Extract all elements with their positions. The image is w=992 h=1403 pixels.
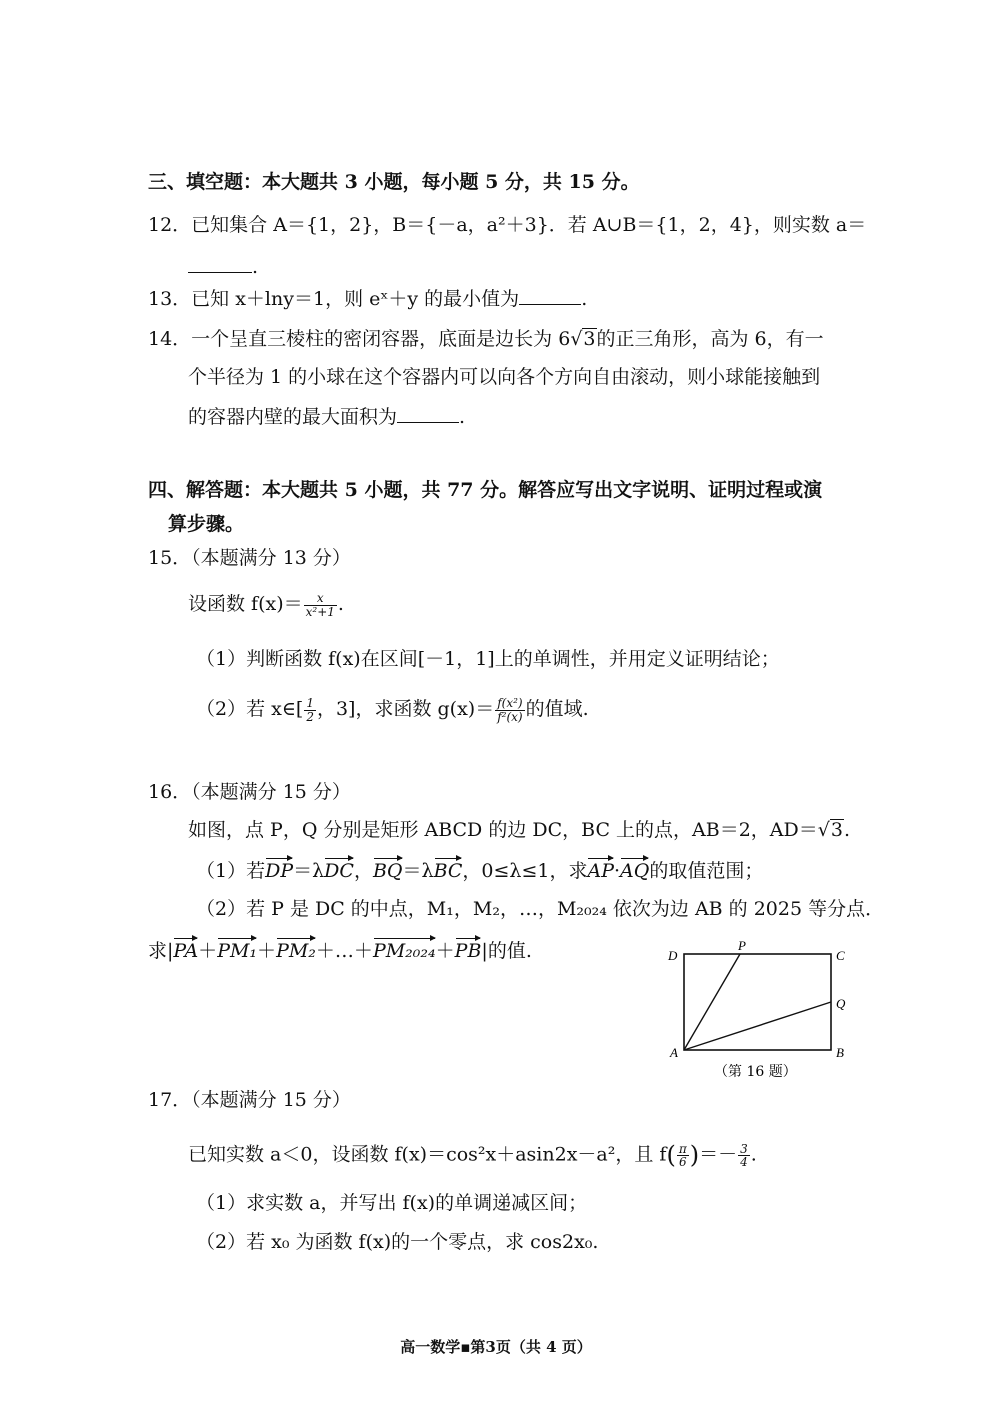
vector: PM₂ (276, 935, 316, 964)
question-17-header: 17．（本题满分 15 分） (148, 1089, 351, 1111)
question-15-intro (188, 592, 344, 618)
rectangle-abcd (684, 954, 831, 1050)
question-16-part2-line1: （2）若 P 是 DC 的中点，M₁，M₂，…，M₂₀₂₄ 依次为边 AB 的 2025 等分点． (196, 898, 885, 920)
question-14-line2: 个半径为 1 的小球在这个容器内可以向各个方向自由滚动，则小球能接触到 (188, 366, 821, 388)
answer-blank[interactable] (519, 286, 581, 305)
answer-blank[interactable] (188, 254, 252, 273)
text: · (614, 860, 621, 882)
section-heading-fill-in: 三、填空题：本大题共 3 小题，每小题 5 分，共 15 分。 (148, 171, 640, 193)
label-b: B (836, 1045, 844, 1060)
question-15-part2-c: 的值域. (525, 698, 589, 721)
sqrt-radicand: 3 (830, 819, 843, 841)
fraction-denominator: 6 (678, 1155, 687, 1170)
text: ， (353, 860, 373, 882)
question-12-text: 12．已知集合 A＝{1，2}，B＝{－a，a²＋3}．若 A∪B＝{1，2，4}，则实数 a＝ (148, 214, 867, 236)
label-c: C (836, 948, 845, 963)
fraction (677, 1143, 689, 1169)
section-heading-solve-line2: 算步骤。 (168, 513, 245, 535)
question-12 (148, 213, 866, 238)
fraction (495, 697, 524, 723)
question-16-intro-text: 如图，点 P，Q 分别是矩形 ABCD 的边 DC，BC 上的点，AB＝2，AD＝ (188, 819, 818, 841)
question-14-end: . (459, 406, 466, 428)
fraction-numerator: f(x²) (497, 696, 523, 710)
text: ＋ (435, 940, 455, 962)
question-16-part1 (196, 855, 763, 884)
fraction-denominator: f²(x) (497, 709, 523, 724)
label-d: D (668, 948, 678, 963)
sqrt-symbol: √ (570, 328, 583, 350)
vector: PM₁ (217, 935, 257, 964)
vector: DP (265, 855, 293, 884)
section-heading-solve-line1: 四、解答题：本大题共 5 小题，共 77 分。解答应写出文字说明、证明过程或演 (148, 479, 823, 501)
question-15-intro-end: . (337, 593, 344, 616)
fraction (304, 592, 337, 618)
text: （1）若 (196, 860, 266, 882)
text: |的值. (481, 940, 532, 962)
fraction (738, 1143, 750, 1169)
fraction-numerator: x (304, 592, 337, 606)
vector: PA (173, 935, 198, 964)
sqrt-radicand: 3 (583, 328, 596, 350)
question-15-intro-text: 设函数 f(x)＝ (188, 593, 303, 616)
question-16-part2-line2 (148, 935, 532, 964)
question-12-end: . (252, 256, 259, 278)
question-13-end: . (581, 288, 588, 310)
text: ＋ (257, 940, 277, 962)
vector: AQ (620, 855, 649, 884)
question-15-part2 (196, 697, 589, 723)
question-14-text-c: 的容器内壁的最大面积为 (188, 406, 398, 428)
fraction-denominator: x²+1 (305, 604, 335, 619)
vector: PB (455, 935, 482, 964)
question-14-text-a: 14．一个呈直三棱柱的密闭容器，底面是边长为 6 (148, 328, 571, 350)
question-14-text-b: 的正三角形，高为 6，有一 (596, 328, 824, 350)
question-15-part2-b: ，3]，求函数 g(x)＝ (316, 698, 495, 721)
vector: PM₂₀₂₄ (373, 935, 436, 964)
question-16-intro (188, 818, 850, 843)
figure-caption: （第 16 题） (714, 1064, 797, 1080)
fraction-numerator: 1 (306, 696, 314, 710)
paren-open: ( (666, 1141, 676, 1169)
question-14-line1 (148, 327, 824, 352)
question-17-intro-end: . (750, 1143, 757, 1166)
question-13-text: 13．已知 x＋lny＝1，则 eˣ＋y 的最小值为 (148, 288, 520, 310)
vector: AP (587, 855, 614, 884)
fraction-denominator: 2 (306, 709, 314, 724)
question-16-intro-end: . (843, 819, 851, 841)
text: 的取值范围； (649, 860, 764, 882)
rectangle-diagram (664, 940, 864, 1080)
text: ＝λ (402, 860, 434, 882)
text: ＋ (198, 940, 218, 962)
question-17-part1: （1）求实数 a，并写出 f(x)的单调递减区间； (196, 1192, 588, 1214)
label-q: Q (836, 996, 846, 1011)
question-17-part2: （2）若 x₀ 为函数 f(x)的一个零点，求 cos2x₀. (196, 1231, 599, 1253)
answer-blank[interactable] (397, 404, 459, 423)
fraction-denominator: 4 (740, 1155, 748, 1170)
segment-ap (684, 954, 740, 1050)
text: 求| (148, 940, 174, 962)
question-17-intro-text: 已知实数 a＜0，设函数 f(x)＝cos²x＋asin2x－a²，且 f (188, 1143, 667, 1166)
fraction (304, 697, 316, 723)
vector: BQ (373, 855, 403, 884)
page-footer: 高一数学▪第3页（共 4 页） (400, 1338, 592, 1356)
paren-close: ) (689, 1141, 700, 1169)
vector: BC (434, 855, 463, 884)
question-14-line3 (188, 404, 465, 430)
question-15-part2-a: （2）若 x∈[ (196, 698, 304, 721)
text: ＝λ (293, 860, 325, 882)
question-17-intro (188, 1140, 757, 1171)
question-16-header: 16．（本题满分 15 分） (148, 781, 351, 803)
question-17-intro-b: ＝－ (699, 1143, 738, 1166)
question-15-header: 15．（本题满分 13 分） (148, 547, 351, 569)
segment-aq (684, 1002, 831, 1050)
question-12-answer-line (188, 254, 258, 280)
text: ，0≤λ≤1，求 (462, 860, 588, 882)
question-15-part1: （1）判断函数 f(x)在区间[－1，1]上的单调性，并用定义证明结论； (196, 648, 780, 670)
sqrt-symbol: √ (817, 819, 830, 841)
label-p: P (738, 940, 746, 953)
label-a: A (670, 1045, 678, 1060)
question-13 (148, 286, 587, 312)
rectangle-figure (664, 940, 864, 1080)
fraction-numerator: 3 (740, 1141, 748, 1156)
vector: DC (324, 855, 354, 884)
fraction-numerator: π (678, 1141, 687, 1156)
text: ＋…＋ (315, 940, 373, 962)
